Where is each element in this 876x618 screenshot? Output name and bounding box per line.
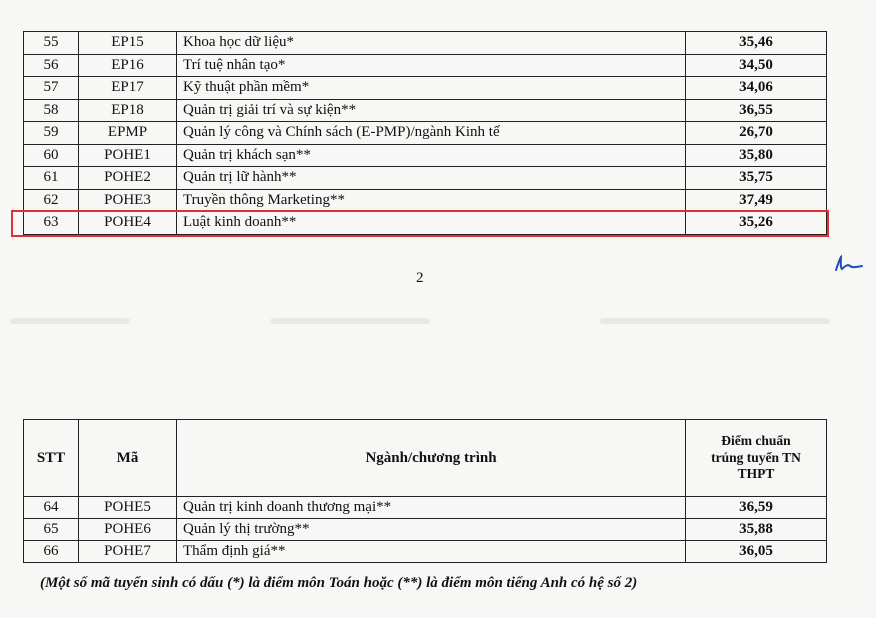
stt-cell: 55 xyxy=(24,32,79,55)
table-row xyxy=(24,77,827,100)
score-cell: 35,26 xyxy=(686,212,827,235)
page-number: 2 xyxy=(416,270,424,286)
score-cell: 36,55 xyxy=(686,99,827,122)
code-cell: POHE3 xyxy=(79,189,177,212)
code-cell: EP15 xyxy=(79,32,177,55)
score-cell: 35,80 xyxy=(686,144,827,167)
table-row xyxy=(24,167,827,190)
code-cell: POHE1 xyxy=(79,144,177,167)
code-cell: POHE7 xyxy=(79,541,177,563)
stt-cell: 58 xyxy=(24,99,79,122)
program-name-cell: Luật kinh doanh** xyxy=(177,212,686,235)
stt-cell: 57 xyxy=(24,77,79,100)
program-name-cell: Trí tuệ nhân tạo* xyxy=(177,54,686,77)
header-score-line: THPT xyxy=(737,466,775,482)
program-name-cell: Quản trị giải trí và sự kiện** xyxy=(177,99,686,122)
code-cell: EP17 xyxy=(79,77,177,100)
header-stt: STT xyxy=(24,420,79,497)
program-name-cell: Truyền thông Marketing** xyxy=(177,189,686,212)
table-header-row xyxy=(24,420,827,497)
table-row-highlighted xyxy=(24,189,827,212)
program-name-cell: Kỹ thuật phần mềm* xyxy=(177,77,686,100)
scan-artifact xyxy=(10,318,130,324)
program-name-cell: Thẩm định giá** xyxy=(177,541,686,563)
header-code: Mã xyxy=(79,420,177,497)
score-cell: 26,70 xyxy=(686,122,827,145)
program-name-cell: Khoa học dữ liệu* xyxy=(177,32,686,55)
header-score-line: trúng tuyển TN xyxy=(711,449,801,465)
score-cell: 36,05 xyxy=(686,541,827,563)
header-score-line: Điểm chuẩn xyxy=(721,432,791,448)
admission-scores-table-page-2 xyxy=(23,31,827,235)
stt-cell: 66 xyxy=(24,541,79,563)
program-name-cell: Quản lý thị trường** xyxy=(177,519,686,541)
score-cell: 36,59 xyxy=(686,497,827,519)
highlight-box xyxy=(11,210,829,237)
stt-cell: 65 xyxy=(24,519,79,541)
header-program: Ngành/chương trình xyxy=(177,420,686,497)
scan-artifact xyxy=(600,318,830,324)
footnote: (Một số mã tuyển sinh có dấu (*) là điểm môn Toán hoặc (**) là điểm môn tiếng Anh có hệ số 2) xyxy=(40,575,638,591)
signature-mark xyxy=(832,254,866,279)
stt-cell: 63 xyxy=(24,212,79,235)
stt-cell: 59 xyxy=(24,122,79,145)
header-score xyxy=(686,420,827,497)
table-row xyxy=(24,54,827,77)
scan-artifact xyxy=(270,318,430,324)
code-cell: POHE5 xyxy=(79,497,177,519)
table-row xyxy=(24,144,827,167)
table-row xyxy=(24,32,827,55)
stt-cell: 60 xyxy=(24,144,79,167)
score-cell: 35,88 xyxy=(686,519,827,541)
stt-cell: 64 xyxy=(24,497,79,519)
table-row xyxy=(24,541,827,563)
program-name-cell: Quản trị lữ hành** xyxy=(177,167,686,190)
admission-scores-table-page-3 xyxy=(23,419,827,563)
table-row xyxy=(24,497,827,519)
stt-cell: 56 xyxy=(24,54,79,77)
score-cell: 34,06 xyxy=(686,77,827,100)
stt-cell: 61 xyxy=(24,167,79,190)
score-cell: 35,46 xyxy=(686,32,827,55)
stt-cell: 62 xyxy=(24,189,79,212)
program-name-cell: Quản trị kinh doanh thương mại** xyxy=(177,497,686,519)
code-cell: EP16 xyxy=(79,54,177,77)
program-name-cell: Quản lý công và Chính sách (E-PMP)/ngành Kinh tế xyxy=(177,122,686,145)
code-cell: EPMP xyxy=(79,122,177,145)
table-row xyxy=(24,519,827,541)
score-cell: 34,50 xyxy=(686,54,827,77)
score-cell: 35,75 xyxy=(686,167,827,190)
table-row xyxy=(24,99,827,122)
code-cell: POHE2 xyxy=(79,167,177,190)
program-name-cell: Quản trị khách sạn** xyxy=(177,144,686,167)
code-cell: EP18 xyxy=(79,99,177,122)
code-cell: POHE6 xyxy=(79,519,177,541)
score-cell: 37,49 xyxy=(686,189,827,212)
code-cell: POHE4 xyxy=(79,212,177,235)
table-row xyxy=(24,122,827,145)
